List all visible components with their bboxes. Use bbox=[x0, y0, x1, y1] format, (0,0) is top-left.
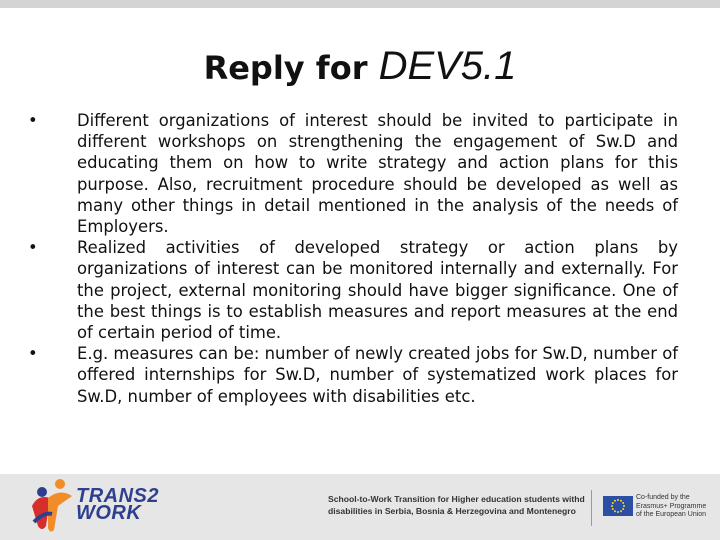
project-line-2: disabilities in Serbia, Bosnia & Herzegovina and Montenegro bbox=[328, 506, 576, 516]
project-description bbox=[328, 493, 588, 517]
bullet-text: Different organizations of interest should be invited to participate in different workshops on strengthening the engagement of Sw.D and educating them on how to write strategy and action plans for this purpose. Also, recruitment procedure should be developed as well as many other things in detail mentioned in the analysis of the needs of Employers. bbox=[77, 111, 678, 237]
footer-divider bbox=[591, 490, 592, 526]
trans2work-logo bbox=[28, 476, 160, 538]
bullet-text: Realized activities of developed strategy or action plans by organizations of interest can be monitored internally and externally. For the project, external monitoring should have bigger significance. One of the best things is to establish measures and report measures at the end of certain period of time. bbox=[77, 238, 678, 343]
eu-line-2: Erasmus+ Programme bbox=[636, 502, 707, 510]
bullet-dot: • bbox=[28, 111, 38, 130]
project-line-1: School-to-Work Transition for Higher education students withd bbox=[328, 494, 585, 504]
bullet-dot: • bbox=[28, 344, 38, 364]
bullet-item bbox=[28, 110, 678, 237]
title-reply-for: Reply for bbox=[203, 49, 368, 87]
eu-flag-icon bbox=[603, 496, 633, 516]
bullet-text: E.g. measures can be: number of newly created jobs for Sw.D, number of offered internships for Sw.D, number of systematized work places for Sw.D, number of employees with disabilities etc. bbox=[77, 344, 678, 406]
logo-text bbox=[76, 485, 160, 524]
eu-line-1: Co-funded by the bbox=[636, 494, 690, 501]
eu-line-3: of the European Union bbox=[636, 511, 707, 519]
logo-line-2: WORK bbox=[76, 502, 142, 524]
eu-cofunded-text bbox=[636, 494, 718, 520]
top-bar bbox=[0, 0, 720, 8]
slide-title bbox=[0, 44, 720, 89]
title-dev-code: DEV5.1 bbox=[378, 44, 517, 88]
logo-line-1: TRANS2 bbox=[76, 485, 160, 507]
bullet-list bbox=[28, 110, 678, 407]
footer-bar bbox=[0, 474, 720, 540]
bullet-dot: • bbox=[28, 238, 38, 258]
bullet-item bbox=[28, 237, 678, 343]
bullet-item bbox=[28, 343, 678, 407]
